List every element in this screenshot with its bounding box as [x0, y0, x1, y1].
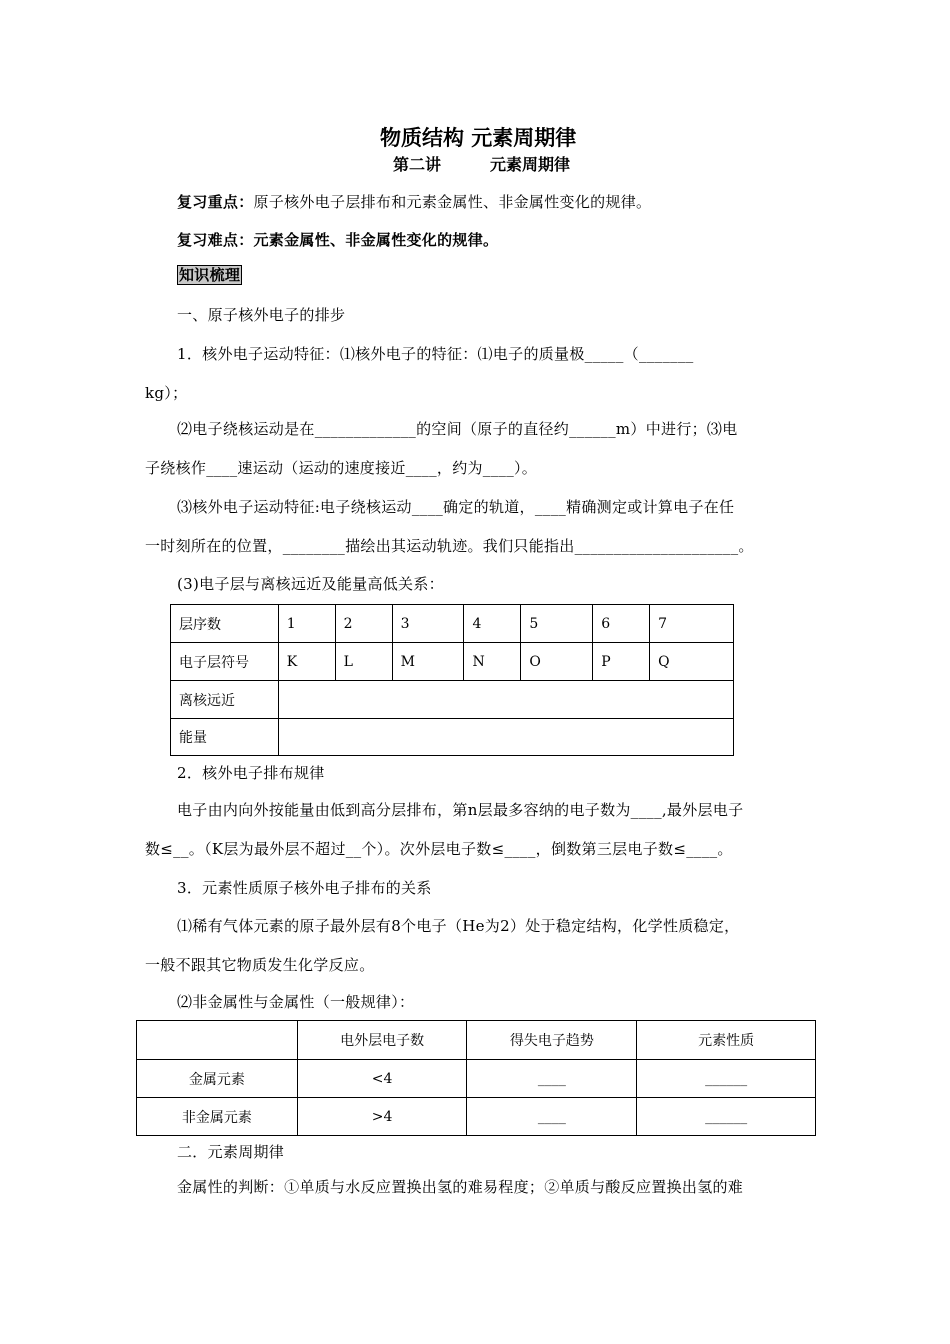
table-cell-blank	[278, 681, 733, 719]
review-difficulty-label: 复习难点	[177, 231, 239, 249]
review-focus	[177, 191, 651, 212]
para2-line1: ⑵电子绕核运动是在_____________的空间（原子的直径约______m）中进行；⑶电	[177, 420, 738, 438]
table-cell: ______	[637, 1060, 816, 1098]
table-row	[171, 643, 734, 681]
table-cell: 电子层符号	[171, 643, 279, 681]
table-cell: 非金属元素	[137, 1098, 298, 1136]
table-cell: N	[464, 643, 521, 681]
para7-heading: ⑵非金属性与金属性（一般规律）：	[177, 993, 415, 1011]
knowledge-label: 知识梳理	[179, 266, 241, 284]
table-cell: 电外层电子数	[297, 1021, 467, 1060]
review-difficulty	[177, 229, 498, 250]
table-cell: 3	[392, 605, 464, 643]
table-row	[137, 1060, 816, 1098]
para1-line1: 1．核外电子运动特征：⑴核外电子的特征：⑴电子的质量极_____（_______	[177, 345, 694, 363]
para1-line2: kg）；	[145, 384, 188, 402]
table-cell: P	[593, 643, 650, 681]
review-difficulty-text: ：元素金属性、非金属性变化的规律。	[238, 231, 499, 249]
section1-heading: 一、原子核外电子的排步	[177, 306, 346, 324]
table-cell: <4	[297, 1060, 467, 1098]
table-cell: K	[278, 643, 335, 681]
table-row	[137, 1021, 816, 1060]
lecture-title: 元素周期律	[490, 155, 571, 174]
table-cell: ____	[467, 1098, 637, 1136]
section3-heading: 3．元素性质原子核外电子排布的关系	[177, 879, 432, 897]
electron-shell-table	[170, 604, 734, 756]
table-cell: 得失电子趋势	[467, 1021, 637, 1060]
table-row	[171, 681, 734, 719]
table-cell: ______	[637, 1098, 816, 1136]
para8-line1: 金属性的判断：①单质与水反应置换出氢的难易程度；②单质与酸反应置换出氢的难	[177, 1178, 744, 1196]
para3-line2: 一时刻所在的位置，________描绘出其运动轨迹。我们只能指出_____________________。	[145, 537, 754, 555]
table-cell: 1	[278, 605, 335, 643]
table-cell: M	[392, 643, 464, 681]
metal-nonmetal-table	[136, 1020, 816, 1136]
table-cell	[137, 1021, 298, 1060]
table-cell: 7	[650, 605, 734, 643]
table-cell: 离核远近	[171, 681, 279, 719]
table-cell: 6	[593, 605, 650, 643]
lecture-number: 第二讲	[393, 155, 442, 174]
table-cell: 4	[464, 605, 521, 643]
table-cell: Q	[650, 643, 734, 681]
table-row	[171, 719, 734, 756]
para6-line1: ⑴稀有气体元素的原子最外层有8个电子（He为2）处于稳定结构，化学性质稳定，	[177, 917, 740, 935]
review-focus-text: 原子核外电子层排布和元素金属性、非金属性变化的规律。	[253, 193, 652, 211]
para6-line2: 一般不跟其它物质发生化学反应。	[145, 956, 375, 974]
table-cell: 元素性质	[637, 1021, 816, 1060]
knowledge-heading	[177, 266, 242, 284]
para3-line1: ⑶核外电子运动特征:电子绕核运动____确定的轨道，____精确测定或计算电子在任	[177, 498, 735, 516]
table-cell: O	[521, 643, 593, 681]
table-cell: 金属元素	[137, 1060, 298, 1098]
table-cell: 层序数	[171, 605, 279, 643]
document-title: 物质结构 元素周期律	[380, 126, 577, 150]
para2-line2: 子绕核作____速运动（运动的速度接近____，约为____）。	[145, 459, 538, 477]
table-cell: 2	[335, 605, 392, 643]
review-focus-label: 复习重点：	[177, 193, 254, 211]
table-cell: >4	[297, 1098, 467, 1136]
para4-heading: (3)电子层与离核远近及能量高低关系：	[177, 575, 444, 593]
table-cell-blank	[278, 719, 733, 756]
section4-heading: 二．元素周期律	[177, 1143, 285, 1161]
table-row	[137, 1098, 816, 1136]
table-cell: 5	[521, 605, 593, 643]
section2-heading: 2．核外电子排布规律	[177, 764, 325, 782]
table-cell: L	[335, 643, 392, 681]
table-cell: 能量	[171, 719, 279, 756]
table-row	[171, 605, 734, 643]
para5-line2: 数≤__。（K层为最外层不超过__个）。次外层电子数≤____，倒数第三层电子数≤____。	[145, 840, 733, 858]
table-cell: ____	[467, 1060, 637, 1098]
para5-line1: 电子由内向外按能量由低到高分层排布，第n层最多容纳的电子数为____,最外层电子	[177, 801, 744, 819]
